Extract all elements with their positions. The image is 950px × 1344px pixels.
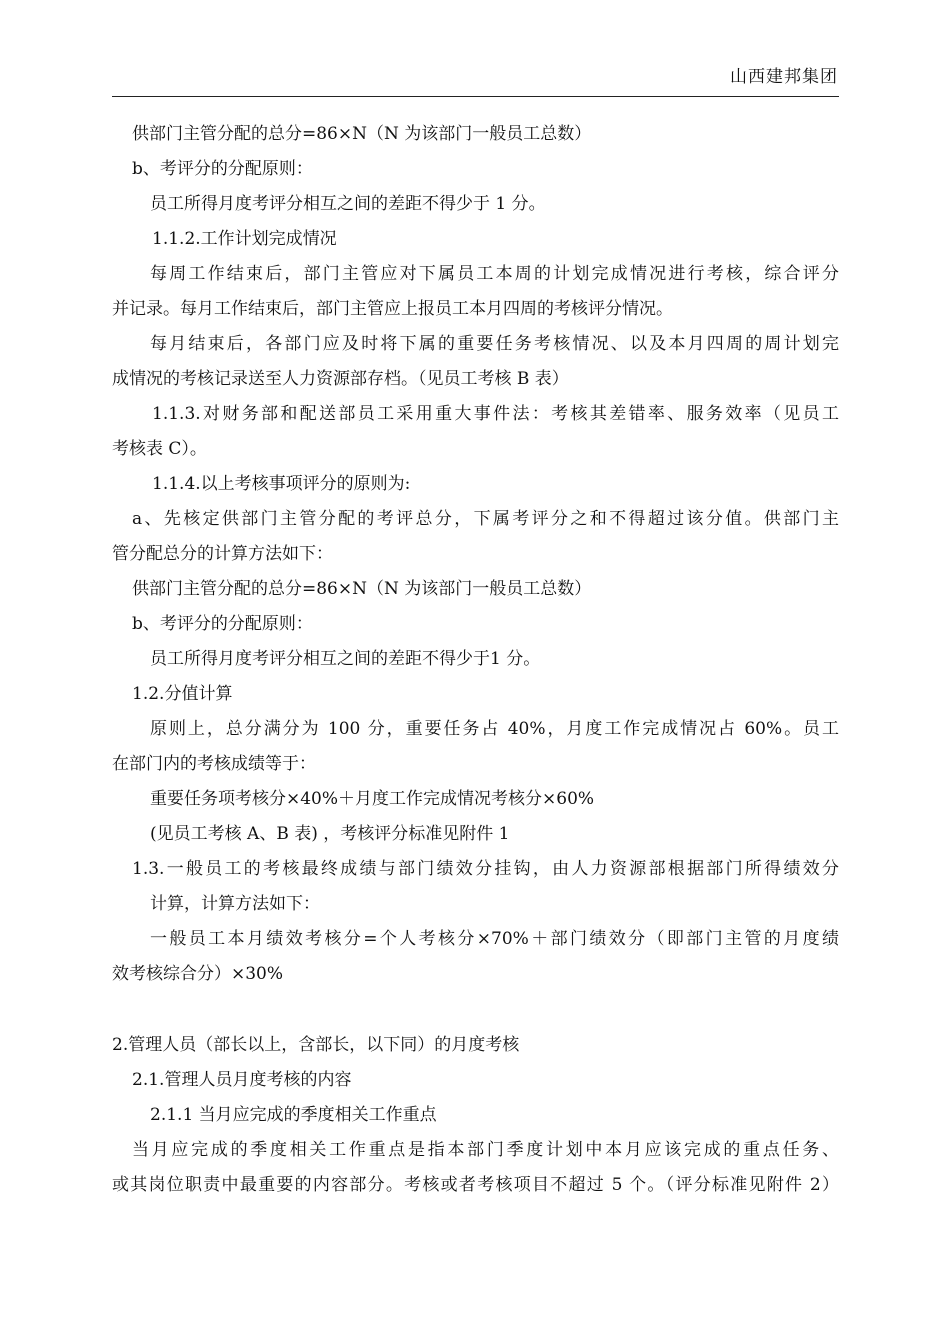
paragraph-line: 员工所得月度考评分相互之间的差距不得少于1 分。 <box>150 649 541 669</box>
section-heading: 1.3.一般员工的考核最终成绩与部门绩效分挂钩，由人力资源部根据部门所得绩效分 <box>132 859 839 879</box>
section-heading: 1.2.分值计算 <box>132 684 233 704</box>
paragraph-line: 员工所得月度考评分相互之间的差距不得少于 1 分。 <box>150 194 546 214</box>
paragraph-line: 供部门主管分配的总分=86×N（N 为该部门一般员工总数） <box>132 579 592 599</box>
formula-line: 重要任务项考核分×40%＋月度工作完成情况考核分×60% <box>150 789 595 809</box>
paragraph-line: 并记录。每月工作结束后，部门主管应上报员工本月四周的考核评分情况。 <box>112 299 673 319</box>
paragraph-line: 供部门主管分配的总分=86×N（N 为该部门一般员工总数） <box>132 124 592 144</box>
formula-line: 效考核综合分）×30% <box>112 964 284 984</box>
paragraph-line: 每月结束后，各部门应及时将下属的重要任务考核情况、以及本月四周的周计划完 <box>150 334 839 354</box>
section-heading: 1.1.3.对财务部和配送部员工采用重大事件法：考核其差错率、服务效率（见员工 <box>152 404 839 424</box>
paragraph-line: 当月应完成的季度相关工作重点是指本部门季度计划中本月应该完成的重点任务、 <box>132 1140 839 1160</box>
paragraph-line: 原则上，总分满分为 100 分，重要任务占 40%，月度工作完成情况占 60%。员工 <box>150 719 839 739</box>
document-body <box>112 117 839 1203</box>
paragraph-line: 在部门内的考核成绩等于： <box>112 754 316 774</box>
paragraph-line: (见员工考核 A、B 表) ，考核评分标准见附件 1 <box>150 824 510 844</box>
section-heading: 2.1.管理人员月度考核的内容 <box>132 1070 352 1090</box>
paragraph-line: 计算，计算方法如下： <box>150 894 320 914</box>
paragraph-line: 每周工作结束后，部门主管应对下属员工本周的计划完成情况进行考核，综合评分 <box>150 264 839 284</box>
paragraph-line: b、考评分的分配原则： <box>132 614 313 634</box>
header-divider <box>112 96 839 97</box>
paragraph-line: b、考评分的分配原则： <box>132 159 313 179</box>
paragraph-line: 成情况的考核记录送至人力资源部存档。（见员工考核 B 表） <box>112 369 569 389</box>
section-heading: 1.1.4.以上考核事项评分的原则为: <box>152 474 411 494</box>
formula-line: 一般员工本月绩效考核分=个人考核分×70%＋部门绩效分（即部门主管的月度绩 <box>150 929 839 949</box>
section-heading: 1.1.2.工作计划完成情况 <box>152 229 337 249</box>
section-heading: 2.管理人员（部长以上，含部长，以下同）的月度考核 <box>112 1035 520 1055</box>
section-heading: 2.1.1 当月应完成的季度相关工作重点 <box>150 1105 437 1125</box>
paragraph-line: 或其岗位职责中最重要的内容部分。考核或者考核项目不超过 5 个。（评分标准见附件 2） <box>112 1175 839 1195</box>
header-company-name: 山西建邦集团 <box>730 67 838 87</box>
paragraph-line: 考核表 C）。 <box>112 439 207 459</box>
paragraph-line: 管分配总分的计算方法如下： <box>112 544 333 564</box>
paragraph-gap <box>112 992 839 1028</box>
paragraph-line: a、先核定供部门主管分配的考评总分，下属考评分之和不得超过该分值。供部门主 <box>132 509 839 529</box>
